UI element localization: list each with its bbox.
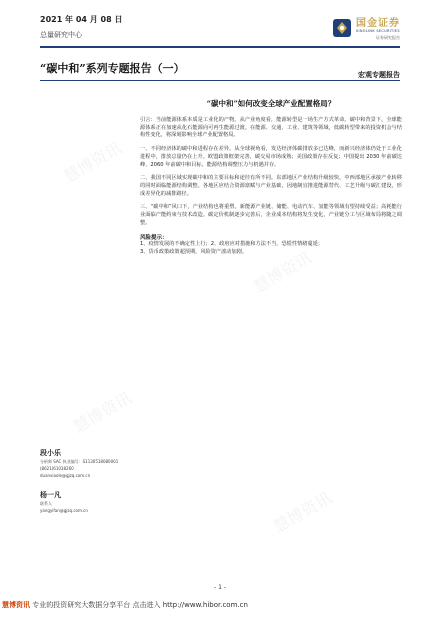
report-category: 宏观专题报告 [358, 71, 400, 79]
header-divider [40, 46, 400, 48]
report-type-label: 证券研究报告 [376, 35, 400, 40]
page-number: - 1 - [214, 584, 226, 591]
logo-english-name: SINOLINK SECURITIES [356, 29, 400, 33]
risk-item: 3、货币政策政策超预期，风险资产波动加剧。 [140, 249, 248, 256]
company-logo [332, 14, 400, 41]
sinolink-logo-icon [332, 18, 352, 38]
watermark: 慧博资讯 [250, 248, 315, 297]
promo-banner[interactable] [2, 600, 248, 610]
analyst-card [40, 448, 118, 479]
analyst-role: 分析师 SAC 执业编号：S1130518080001 [40, 459, 119, 464]
analyst-email[interactable]: duanxiaole@gjzq.com.cn [40, 473, 91, 478]
risk-item: 1、疫情发展的不确定性上行；2、政府应对措施和方法不当，恐慌性情绪蔓延； [140, 241, 323, 248]
department-name: 总量研究中心 [40, 31, 82, 39]
risk-title: 风险提示： [140, 235, 168, 242]
watermark: 慧博资讯 [270, 488, 335, 537]
page-footer [40, 584, 400, 594]
logo-chinese-name: 国金证券 [356, 18, 400, 29]
promo-brand: 慧博资讯 [2, 601, 30, 609]
analyst-name: 杨一凡 [40, 491, 61, 499]
intro-paragraph: 引言：当前能源体系本质是工业化的产物。从产业角度看，能源转型是一场生产方式革命。碳中和背景下，全球能源体系正在加速从化石能源向可再生能源过渡。在能源、交通、工业、建筑等领域，低碳转型带来的投资机会与结构性变化，将深刻影响全球产业配置格局。 [140, 117, 402, 139]
report-header [40, 14, 400, 46]
analyst-role: 联系人 [40, 501, 52, 506]
section-paragraph: 二、我国不同区域实现碳中和的主要目标和途径有所不同。东部地区产业结构升级较快，中西部地区承接产业转移的同时面临能源结构调整。各地区应结合资源禀赋与产业基础，因地制宜推进能源替代、工艺升级与碳汇建设，形成差异化的减排路径。 [140, 175, 402, 197]
watermark: 慧博资讯 [70, 388, 135, 437]
report-title: “碳中和”如何改变全球产业配置格局？ [206, 99, 336, 108]
analyst-phone: (8621)61038260 [40, 466, 74, 471]
report-date: 2021 年 04 月 08 日 [40, 15, 123, 24]
section-paragraph: 三、“碳中和”风口下，产业结构也将重塑。新能源产业链、储能、电动汽车、氢能等领域有望持续受益；高耗能行业面临产能约束与技术改造。碳定价机制逐步完善后，企业成本结构将发生变化，产业链分工与区域布局将随之调整。 [140, 204, 402, 226]
title-divider [40, 80, 400, 81]
analyst-email[interactable]: yangyifan@gjzq.com.cn [40, 508, 88, 513]
analyst-card [40, 490, 88, 514]
section-paragraph: 一、不同经济体的碳中和进程存在差异。从全球视角看，发达经济体碳排放多已达峰，而新兴经济体仍处于工业化进程中，排放总量仍在上升。欧盟政策框架完善，碳交易市场成熟；美国政策存在反复；中国提出 2030 年前碳达峰、2060 年前碳中和目标，能源结构调整压力与机遇并存。 [140, 146, 402, 168]
watermark: 慧博资讯 [60, 138, 125, 187]
analyst-name: 段小乐 [40, 449, 61, 457]
series-title: “碳中和”系列专题报告（一） [40, 62, 185, 75]
promo-text: 专业的投资研究大数据分享平台 [32, 601, 131, 609]
report-body [140, 98, 402, 257]
promo-link[interactable]: 点击进入 http://www.hibor.com.cn [132, 601, 248, 609]
